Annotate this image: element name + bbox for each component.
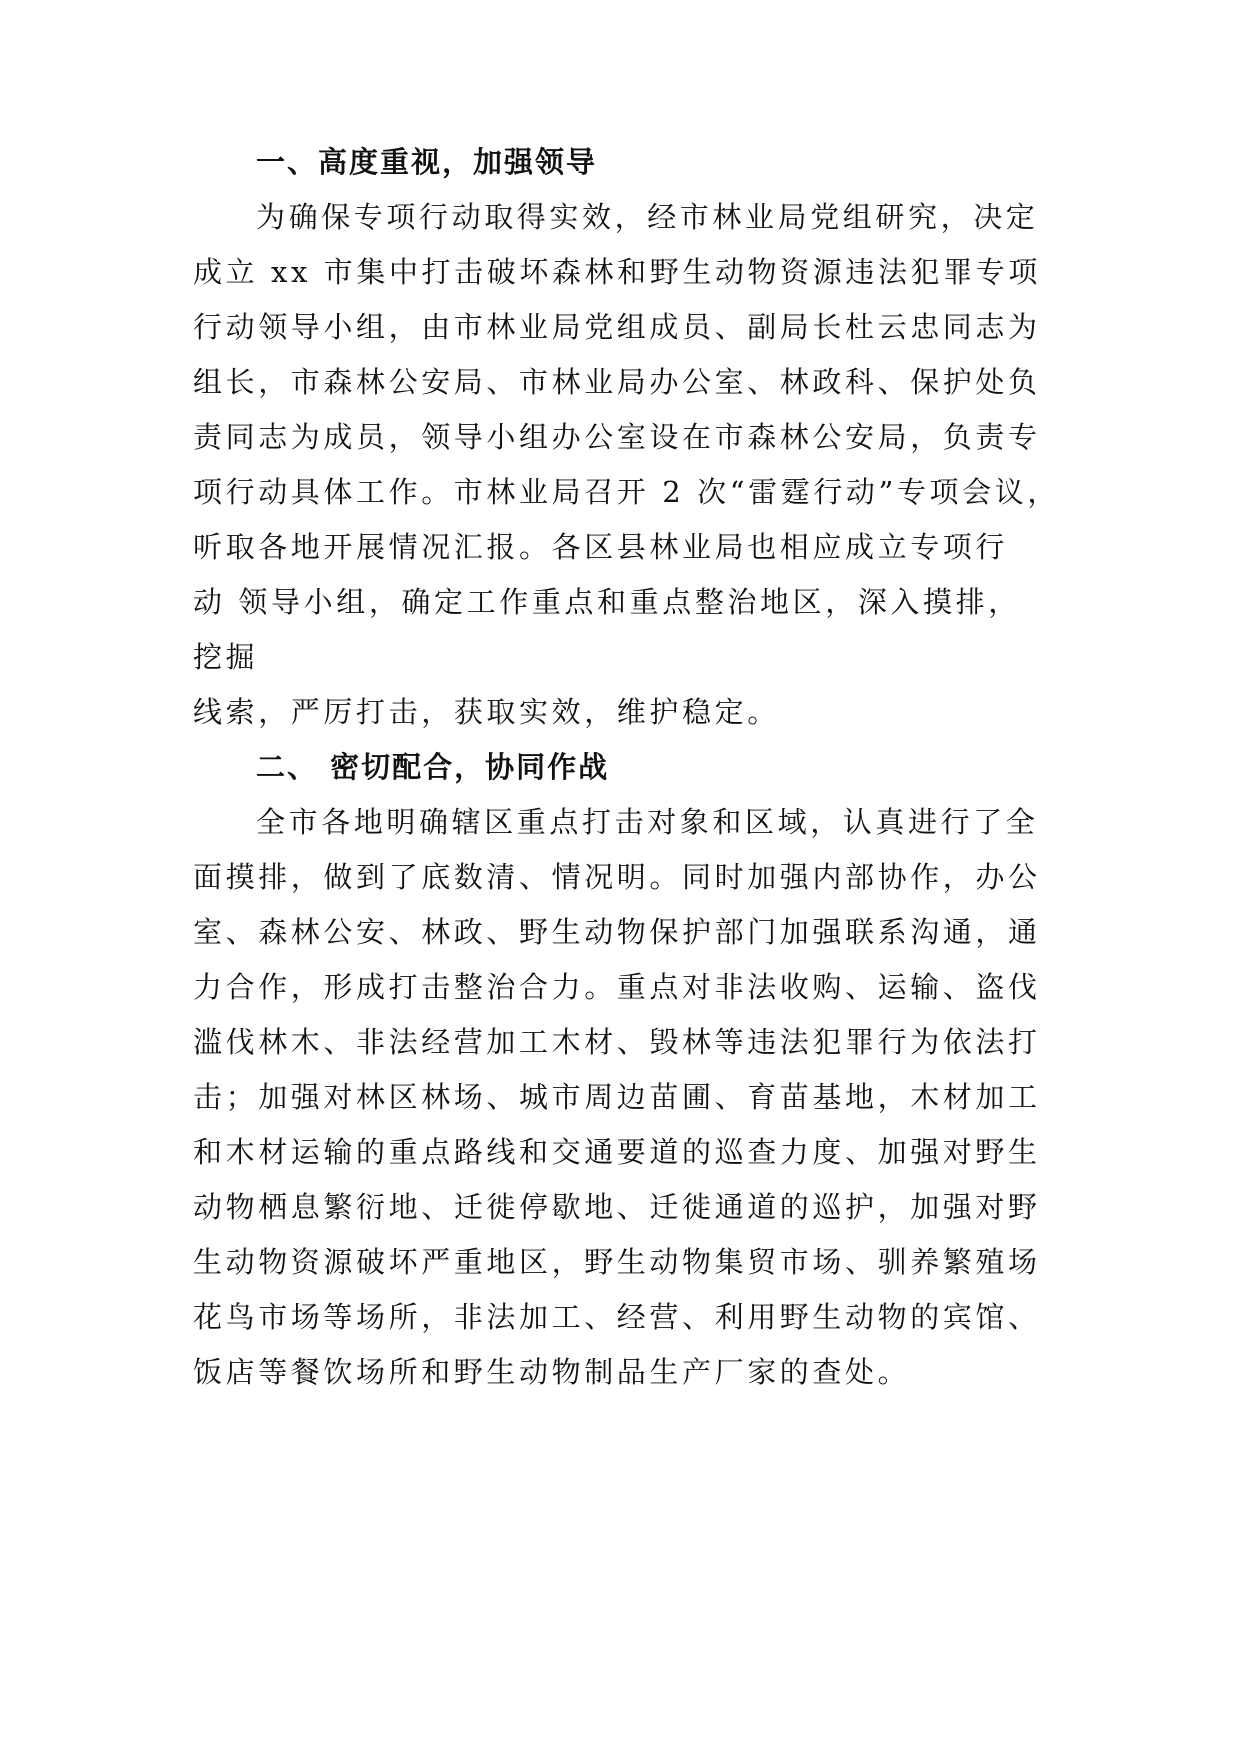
section1-line: 组长，市森林公安局、市林业局办公室、林政科、保护处负 — [193, 365, 1041, 399]
section2-line: 面摸排，做到了底数清、情况明。同时加强内部协作，办公 — [193, 860, 1041, 894]
section2-line: 滥伐林木、非法经营加工木材、毁林等违法犯罪行为依法打 — [193, 1025, 1041, 1059]
section2-line: 生动物资源破坏严重地区，野生动物集贸市场、驯养繁殖场 — [193, 1245, 1041, 1279]
section1-line: 动 领导小组，确定工作重点和重点整治地区，深入摸排， — [193, 585, 1021, 619]
section1-line: 成立 xx 市集中打击破坏森林和野生动物资源违法犯罪专项 — [193, 255, 1041, 289]
section2-line: 饭店等餐饮场所和野生动物制品生产厂家的查处。 — [193, 1355, 911, 1389]
section1-line: 项行动具体工作。市林业局召开 2 次“雷霆行动”专项会议， — [193, 475, 1060, 509]
section1-heading: 一、高度重视，加强领导 — [256, 145, 598, 179]
section2-heading: 二、 密切配合，协同作战 — [256, 750, 610, 784]
section1-line: 听取各地开展情况汇报。各区县林业局也相应成立专项行 — [193, 530, 1009, 564]
section2-line: 花鸟市场等场所，非法加工、经营、利用野生动物的宾馆、 — [193, 1300, 1041, 1334]
section2-line: 全市各地明确辖区重点打击对象和区域，认真进行了全 — [256, 805, 1039, 839]
section2-line: 力合作，形成打击整治合力。重点对非法收购、运输、盗伐 — [193, 970, 1041, 1004]
section2-line: 击；加强对林区林场、城市周边苗圃、育苗基地，木材加工 — [193, 1080, 1041, 1114]
section1-line: 挖掘 — [193, 640, 259, 674]
section1-line: 为确保专项行动取得实效，经市林业局党组研究，决定 — [256, 200, 1039, 234]
section2-line: 室、森林公安、林政、野生动物保护部门加强联系沟通，通 — [193, 915, 1041, 949]
section2-line: 和木材运输的重点路线和交通要道的巡查力度、加强对野生 — [193, 1135, 1041, 1169]
section1-line: 行动领导小组，由市林业局党组成员、副局长杜云忠同志为 — [193, 310, 1041, 344]
section1-line: 责同志为成员，领导小组办公室设在市森林公安局，负责专 — [193, 420, 1041, 454]
section2-line: 动物栖息繁衍地、迁徙停歇地、迁徙通道的巡护，加强对野 — [193, 1190, 1041, 1224]
section1-line: 线索，严厉打击，获取实效，维护稳定。 — [193, 695, 780, 729]
